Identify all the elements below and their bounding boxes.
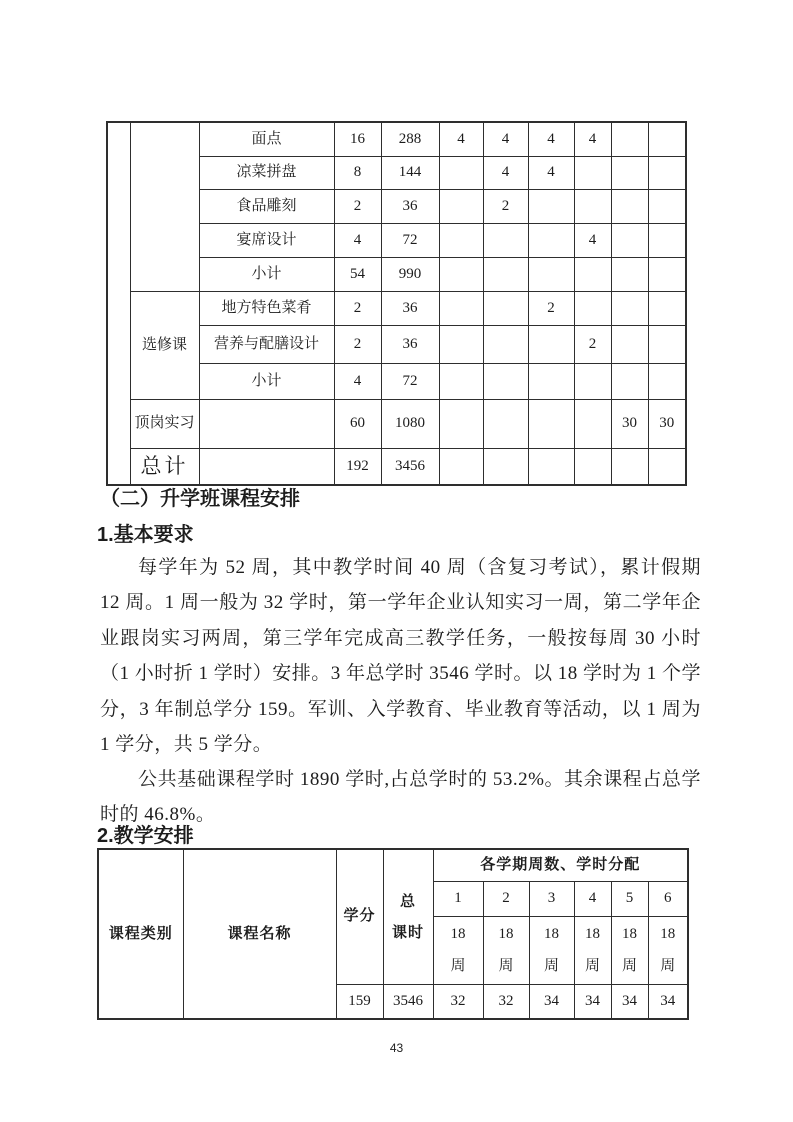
category-cell-elective: 选修课 xyxy=(130,291,199,399)
semester-cell xyxy=(611,363,648,399)
semester-cell xyxy=(439,189,483,223)
semester-cell: 4 xyxy=(483,156,528,189)
semester-cell xyxy=(528,189,574,223)
semester-number-cell: 5 xyxy=(611,881,648,916)
subsection-heading-basic-requirements: 1.基本要求 xyxy=(97,524,194,546)
hours-cell: 1080 xyxy=(381,399,439,448)
weeks-cell: 18 周 xyxy=(433,916,483,984)
credits-cell: 4 xyxy=(334,363,381,399)
semester-cell xyxy=(648,363,686,399)
semester-cell xyxy=(483,325,528,363)
semester-cell xyxy=(439,363,483,399)
hours-cell: 990 xyxy=(381,257,439,291)
semester-number-cell: 6 xyxy=(648,881,688,916)
credits-cell: 16 xyxy=(334,122,381,156)
hours-cell: 72 xyxy=(381,363,439,399)
course-name-cell xyxy=(199,448,334,485)
semester-cell xyxy=(611,257,648,291)
semester-cell xyxy=(439,448,483,485)
semester-number-cell: 1 xyxy=(433,881,483,916)
header-total-hours-line2: 课时 xyxy=(391,923,424,941)
course-name-cell: 营养与配膳设计 xyxy=(199,325,334,363)
semester-cell: 2 xyxy=(528,291,574,325)
semester-cell: 4 xyxy=(574,122,611,156)
semester-cell xyxy=(483,399,528,448)
hours-cell: 72 xyxy=(381,223,439,257)
semester-cell xyxy=(648,448,686,485)
credits-cell: 2 xyxy=(334,189,381,223)
semester-cell xyxy=(648,325,686,363)
header-course-name: 课程名称 xyxy=(183,849,336,1019)
course-name-cell: 地方特色菜肴 xyxy=(199,291,334,325)
weeks-cell: 18 周 xyxy=(648,916,688,984)
semester-cell xyxy=(439,291,483,325)
semester-cell xyxy=(611,122,648,156)
total-hours-cell: 3546 xyxy=(383,984,433,1019)
semester-cell: 4 xyxy=(574,223,611,257)
semester-cell: 4 xyxy=(439,122,483,156)
semester-hours-cell: 34 xyxy=(611,984,648,1019)
course-name-cell xyxy=(199,399,334,448)
semester-cell xyxy=(648,257,686,291)
semester-cell xyxy=(528,223,574,257)
semester-cell: 4 xyxy=(528,156,574,189)
semester-cell xyxy=(648,122,686,156)
semester-cell xyxy=(648,189,686,223)
semester-cell xyxy=(528,325,574,363)
semester-cell xyxy=(611,448,648,485)
total-credits-cell: 159 xyxy=(336,984,383,1019)
semester-hours-cell: 34 xyxy=(574,984,611,1019)
hours-cell: 144 xyxy=(381,156,439,189)
table-row xyxy=(107,399,686,448)
credits-cell: 192 xyxy=(334,448,381,485)
semester-cell xyxy=(611,189,648,223)
weeks-cell: 18 周 xyxy=(574,916,611,984)
table-row xyxy=(107,122,686,156)
course-name-cell: 小计 xyxy=(199,257,334,291)
semester-cell xyxy=(528,448,574,485)
category-cell xyxy=(130,122,199,291)
hours-cell: 3456 xyxy=(381,448,439,485)
semester-number-cell: 3 xyxy=(529,881,574,916)
semester-cell xyxy=(611,291,648,325)
course-name-cell: 食品雕刻 xyxy=(199,189,334,223)
semester-cell xyxy=(574,399,611,448)
credits-cell: 2 xyxy=(334,325,381,363)
semester-hours-cell: 32 xyxy=(433,984,483,1019)
semester-number-cell: 4 xyxy=(574,881,611,916)
semester-cell xyxy=(648,156,686,189)
semester-cell xyxy=(574,156,611,189)
curriculum-table-continued xyxy=(106,121,687,486)
teaching-schedule-table xyxy=(97,848,689,1020)
semester-cell: 30 xyxy=(648,399,686,448)
course-name-cell: 宴席设计 xyxy=(199,223,334,257)
semester-cell xyxy=(483,363,528,399)
semester-cell xyxy=(648,291,686,325)
semester-hours-cell: 32 xyxy=(483,984,529,1019)
credits-cell: 2 xyxy=(334,291,381,325)
semester-hours-cell: 34 xyxy=(648,984,688,1019)
semester-cell xyxy=(439,399,483,448)
section-heading: （二）升学班课程安排 xyxy=(100,488,300,510)
semester-cell xyxy=(611,325,648,363)
semester-cell xyxy=(611,223,648,257)
page-number: 43 xyxy=(389,1041,404,1055)
semester-cell xyxy=(528,257,574,291)
subsection-heading-teaching-schedule: 2.教学安排 xyxy=(97,825,194,847)
course-name-cell: 小计 xyxy=(199,363,334,399)
credits-cell: 54 xyxy=(334,257,381,291)
paragraph-basic-requirements-2: 公共基础课程学时 1890 学时,占总学时的 53.2%。其余课程占总学时的 46.8%。 xyxy=(100,769,701,826)
semester-cell xyxy=(439,257,483,291)
semester-cell xyxy=(483,257,528,291)
hours-cell: 288 xyxy=(381,122,439,156)
semester-cell xyxy=(483,448,528,485)
semester-number-cell: 2 xyxy=(483,881,529,916)
semester-cell xyxy=(611,156,648,189)
weeks-cell: 18 周 xyxy=(611,916,648,984)
semester-cell: 4 xyxy=(528,122,574,156)
spacer-cell xyxy=(107,122,130,485)
semester-cell xyxy=(574,257,611,291)
semester-cell xyxy=(574,189,611,223)
hours-cell: 36 xyxy=(381,291,439,325)
semester-cell: 2 xyxy=(483,189,528,223)
semester-cell xyxy=(439,325,483,363)
weeks-cell: 18 周 xyxy=(529,916,574,984)
weeks-cell: 18 周 xyxy=(483,916,529,984)
category-cell-internship: 顶岗实习 xyxy=(130,399,199,448)
semester-cell xyxy=(648,223,686,257)
semester-cell xyxy=(483,223,528,257)
header-total-hours xyxy=(383,849,433,984)
credits-cell: 4 xyxy=(334,223,381,257)
hours-cell: 36 xyxy=(381,189,439,223)
credits-cell: 60 xyxy=(334,399,381,448)
credits-cell: 8 xyxy=(334,156,381,189)
course-name-cell: 凉菜拼盘 xyxy=(199,156,334,189)
semester-cell xyxy=(528,363,574,399)
semester-cell xyxy=(439,223,483,257)
header-course-category: 课程类别 xyxy=(98,849,183,1019)
semester-cell xyxy=(574,291,611,325)
semester-cell: 30 xyxy=(611,399,648,448)
semester-cell xyxy=(574,448,611,485)
paragraph-basic-requirements-1: 每学年为 52 周，其中教学时间 40 周（含复习考试），累计假期 12 周。1 周一般为 32 学时，第一学年企业认知实习一周，第二学年企业跟岗实习两周，第三学年完成高三教学任务，一般按每周 30 小时（1 小时折 1 学时）安排。3 年总学时 3546 学时。以 18 学时为 1 个学分，3 年制总学分 159。军训、入学教育、毕业教育等活动，以 1 周为 1 学分，共 5 学分。 xyxy=(100,557,702,756)
table-row xyxy=(107,448,686,485)
semester-cell xyxy=(439,156,483,189)
semester-cell: 2 xyxy=(574,325,611,363)
category-cell-total: 总计 xyxy=(130,448,199,485)
header-semester-distribution: 各学期周数、学时分配 xyxy=(433,849,688,881)
hours-cell: 36 xyxy=(381,325,439,363)
semester-hours-cell: 34 xyxy=(529,984,574,1019)
table-row xyxy=(98,849,688,881)
table-row xyxy=(107,291,686,325)
header-credits: 学分 xyxy=(336,849,383,984)
semester-cell xyxy=(528,399,574,448)
semester-cell: 4 xyxy=(483,122,528,156)
course-name-cell: 面点 xyxy=(199,122,334,156)
semester-cell xyxy=(483,291,528,325)
header-total-hours-line1: 总 xyxy=(399,892,416,910)
semester-cell xyxy=(574,363,611,399)
